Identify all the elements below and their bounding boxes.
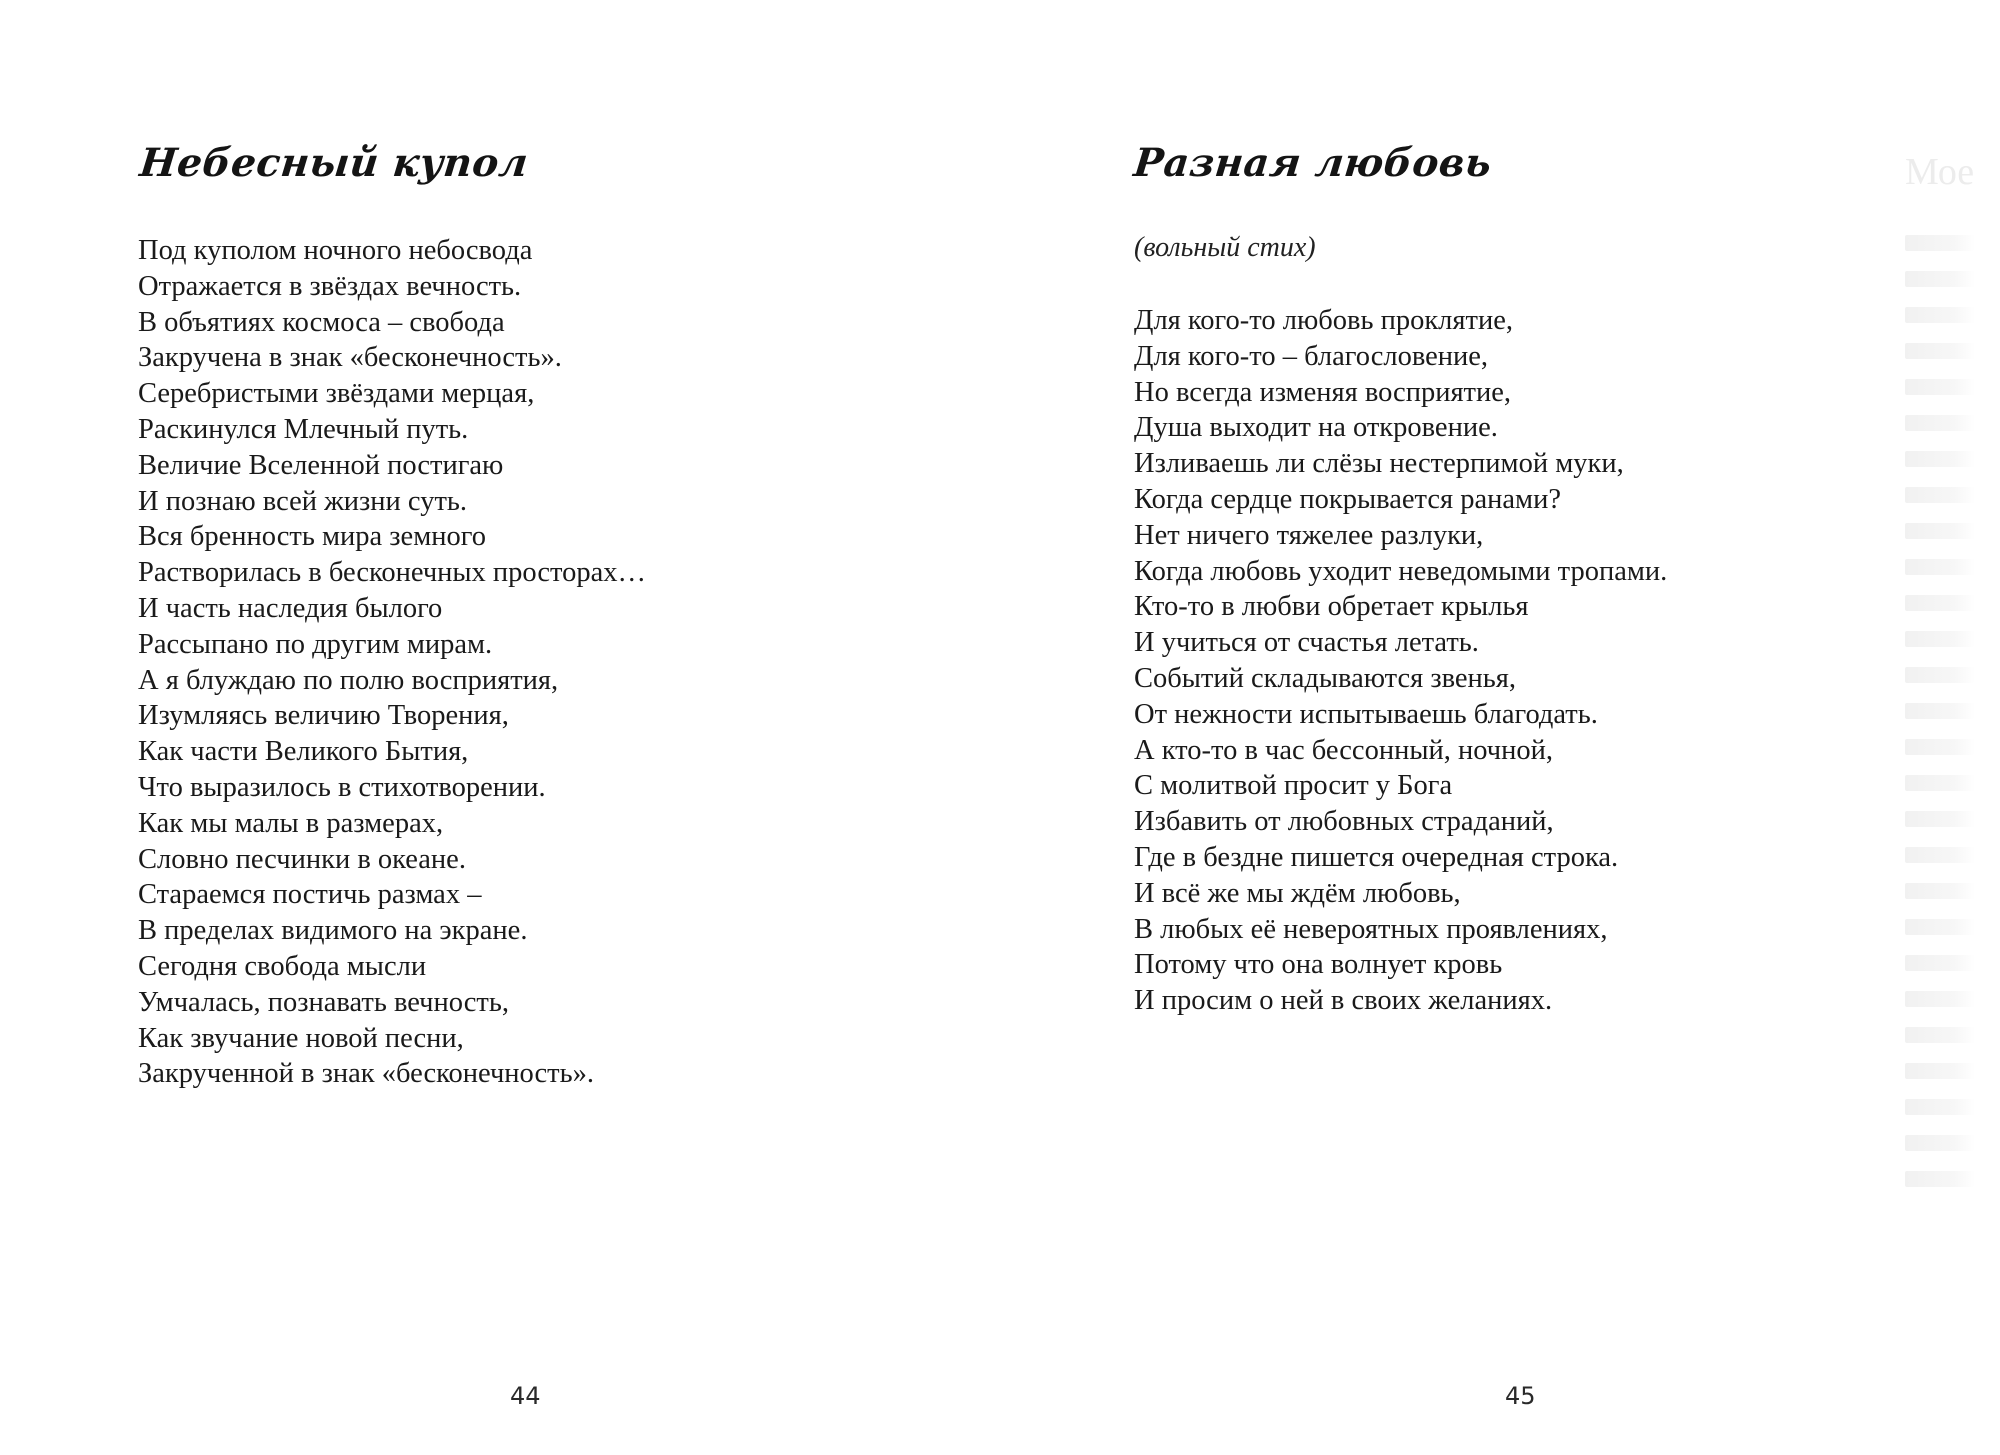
show-through-line — [1905, 739, 1975, 755]
show-through-line — [1905, 919, 1975, 935]
poem-line: Под куполом ночного небосвода — [138, 235, 533, 266]
show-through-line — [1905, 595, 1975, 611]
show-through-line — [1905, 811, 1975, 827]
right-poem-subtitle: (вольный стих) — [1134, 232, 1316, 263]
poem-line: Растворилась в бесконечных просторах… — [138, 557, 647, 589]
poem-line: И просим о ней в своих желаниях. — [1134, 985, 1553, 1017]
poem-line: Нет ничего тяжелее разлуки, — [1134, 519, 1484, 551]
poem-line: Где в бездне пишется очередная строка. — [1134, 841, 1619, 873]
show-through-line — [1905, 847, 1975, 863]
show-through-line — [1905, 775, 1975, 791]
poem-line: Но всегда изменяя восприятие, — [1134, 376, 1512, 408]
show-through-line — [1905, 1135, 1975, 1151]
poem-line: Душа выходит на откровение. — [1134, 412, 1498, 444]
poem-line: Для кого-то любовь проклятие, — [1134, 305, 1513, 336]
poem-line: Как мы малы в размерах, — [138, 807, 444, 839]
poem-line: Что выразилось в стихотворении. — [138, 771, 546, 803]
poem-line: Как звучание новой песни, — [138, 1022, 464, 1054]
left-poem-body — [138, 233, 646, 1092]
show-through-line — [1905, 307, 1975, 323]
poem-line: Когда сердце покрывается ранами? — [1134, 483, 1561, 515]
show-through-line — [1905, 559, 1975, 575]
show-through-line — [1905, 1171, 1975, 1187]
poem-line: Изливаешь ли слёзы нестерпимой муки, — [1134, 448, 1624, 480]
poem-line: Для кого-то – благословение, — [1134, 340, 1489, 372]
show-through-next-page — [1905, 140, 2000, 1240]
show-through-line — [1905, 415, 1975, 431]
show-through-line — [1905, 955, 1975, 971]
poem-line: Закрученной в знак «бесконечность». — [138, 1058, 594, 1090]
show-through-line — [1905, 667, 1975, 683]
poem-line: Раскинулся Млечный путь. — [138, 413, 469, 445]
poem-line: В пределах видимого на экране. — [138, 915, 528, 947]
poem-line: Рассыпано по другим мирам. — [138, 628, 493, 660]
poem-line: Серебристыми звёздами мерцая, — [138, 378, 535, 410]
poem-line: Когда любовь уходит неведомыми тропами. — [1134, 555, 1668, 587]
poem-line: Сегодня свобода мысли — [138, 950, 427, 982]
show-through-line — [1905, 379, 1975, 395]
poem-line: А я блуждаю по полю восприятия, — [138, 664, 559, 696]
poem-line: Отражается в звёздах вечность. — [138, 270, 522, 302]
show-through-line — [1905, 271, 1975, 287]
poem-line: Закручена в знак «бесконечность». — [138, 342, 562, 374]
right-page-number: 45 — [1505, 1382, 1536, 1410]
show-through-lines — [1905, 235, 1975, 1207]
poem-line: Вся бренность мира земного — [138, 521, 486, 553]
show-through-line — [1905, 343, 1975, 359]
show-through-line — [1905, 487, 1975, 503]
poem-line: Кто-то в любви обретает крылья — [1134, 591, 1529, 623]
poem-line: И всё же мы ждём любовь, — [1134, 877, 1461, 909]
right-page — [1000, 0, 2000, 1455]
poem-line: И познаю всей жизни суть. — [138, 485, 468, 517]
show-through-line — [1905, 883, 1975, 899]
poem-line: Изумляясь величию Творения, — [138, 700, 509, 732]
poem-line: А кто-то в час бессонный, ночной, — [1134, 734, 1553, 766]
poem-line: Избавить от любовных страданий, — [1134, 806, 1554, 838]
right-poem-title: Разная любовь — [1131, 140, 1494, 186]
poem-line: Величие Вселенной постигаю — [138, 449, 504, 481]
poem-line: Умчалась, познавать вечность, — [138, 986, 509, 1018]
show-through-line — [1905, 631, 1975, 647]
poem-line: И часть наследия былого — [138, 592, 443, 624]
show-through-line — [1905, 451, 1975, 467]
show-through-line — [1905, 1063, 1975, 1079]
poem-line: Как части Великого Бытия, — [138, 736, 469, 768]
poem-line: С молитвой просит у Бога — [1134, 770, 1453, 802]
right-poem-body — [1134, 303, 1667, 1019]
show-through-line — [1905, 1099, 1975, 1115]
poem-line: В объятиях космоса – свобода — [138, 306, 505, 338]
poem-line: Событий складываются звенья, — [1134, 662, 1517, 694]
poem-line: Потому что она волнует кровь — [1134, 949, 1503, 981]
poem-line: Стараемся постичь размах – — [138, 879, 482, 911]
left-poem-title: Небесный купол — [137, 140, 531, 186]
poem-line: И учиться от счастья летать. — [1134, 627, 1479, 659]
show-through-line — [1905, 991, 1975, 1007]
show-through-line — [1905, 1027, 1975, 1043]
show-through-line — [1905, 235, 1975, 251]
poem-line: Словно песчинки в океане. — [138, 843, 466, 875]
poem-line: В любых её невероятных проявлениях, — [1134, 913, 1608, 945]
show-through-title: Мое — [1905, 151, 1975, 193]
show-through-line — [1905, 703, 1975, 719]
poem-line: От нежности испытываешь благодать. — [1134, 698, 1598, 730]
left-page-number: 44 — [510, 1382, 541, 1410]
show-through-line — [1905, 523, 1975, 539]
